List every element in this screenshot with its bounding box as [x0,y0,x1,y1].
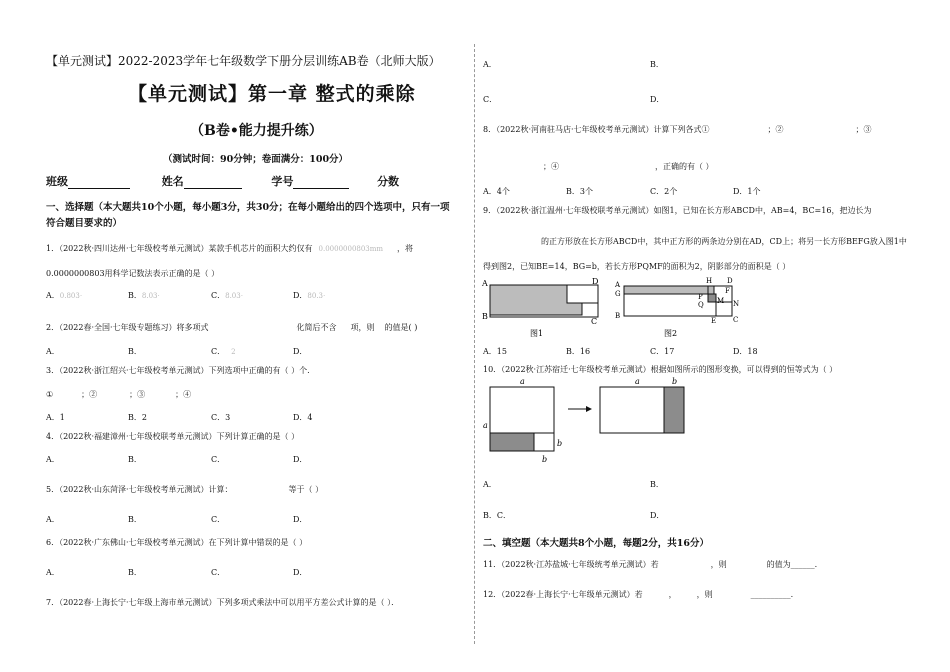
field-name: 姓名 [161,175,184,188]
sub-title: （B卷•能力提升练） [190,123,323,139]
q3-option-b[interactable]: B．2 [128,413,147,422]
fig10-arrow-head [586,406,592,412]
q5-option-d[interactable]: D． [293,515,308,524]
q2-option-b[interactable]: B． [128,347,142,356]
fig1-label-d: D [592,277,599,286]
question-5: 5．（2022秋·山东菏泽·七年级校考单元测试）计算： 等于（ ） [46,485,324,494]
fig2-label-h: H [706,277,713,285]
fig2-label-d: D [727,277,733,285]
fig10-large-square [490,387,554,433]
main-title: 【单元测试】第一章 整式的乘除 [128,83,416,105]
fig2-label-e: E [711,317,717,325]
q3-option-a[interactable]: A．1 [46,413,65,422]
fig10-label-b-right: b [557,439,563,448]
q9-option-a[interactable]: A．15 [483,347,507,356]
question-8-cont: ；④ ，正确的有（ ） [543,162,714,171]
q9-option-b[interactable]: B．16 [566,347,591,356]
q8-option-c[interactable]: C．2个 [650,187,678,196]
q8-option-b[interactable]: B．3个 [566,187,593,196]
q8-option-d[interactable]: D．1个 [733,187,761,196]
q7-option-d[interactable]: D． [650,95,665,104]
fig10-label-a-top: a [520,377,525,386]
question-8: 8．（2022秋·河南驻马店·七年级校考单元测试）计算下列各式① ；② ；③ [483,125,872,134]
field-class: 班级 [46,175,68,188]
q2-option-a[interactable]: A． [46,347,60,356]
q1-option-d[interactable]: D．80.3⋅ [293,291,326,300]
test-meta: （测试时间：90分钟；卷面满分：100分） [163,154,349,165]
q10-option-d[interactable]: D． [650,511,665,520]
question-3: 3．（2022秋·浙江绍兴·七年级校考单元测试）下列选项中正确的有（ ）个. [46,366,310,375]
fig10-label-a-left: a [483,421,488,430]
fig2-rect-pqmf [708,294,716,302]
figure-1 [480,276,600,342]
fig2-label-q: Q [698,301,704,309]
q2-option-c[interactable]: C． 2 [211,347,236,356]
q4-option-d[interactable]: D． [293,455,308,464]
q10-option-a[interactable]: A． [483,480,497,489]
q7-option-c[interactable]: C． [483,95,498,104]
fig2-label-c: C [733,316,739,324]
q5-option-a[interactable]: A． [46,515,60,524]
field-id: 学号 [271,175,294,188]
top-title: 【单元测试】2022-2023学年七年级数学下册分层训练AB卷（北师大版） [46,54,441,68]
fig1-label-a: A [482,279,488,288]
question-9-line3: 得到图2，已知BE=14，BG=b，若长方形PQMF的面积为2，阴影部分的面积是（ ） [483,262,791,271]
info-row [46,173,399,189]
fig10-label-a-result: a [635,377,640,386]
q5-option-b[interactable]: B． [128,515,142,524]
section-choice-cont: 符合题目要求的） [46,218,123,229]
fig1-square [567,285,598,303]
question-6: 6．（2022秋·广东佛山·七年级校考单元测试）在下列计算中错误的是（ ） [46,538,308,547]
q9-option-c[interactable]: C．17 [650,347,675,356]
section-choice: 一、选择题（本大题共10个小题，每小题3分，共30分；在每小题给出的四个选项中，只有一项 [46,202,450,213]
question-3-items: ① ；② ；③ ；④ [46,390,192,399]
fig10-label-b-result: b [672,377,678,386]
fig1-caption: 图1 [530,329,544,338]
fig2-caption: 图2 [664,329,678,338]
question-4: 4．（2022秋·福建漳州·七年级校联考单元测试）下列计算正确的是（ ） [46,432,300,441]
q5-option-c[interactable]: C． [211,515,226,524]
q6-option-a[interactable]: A． [46,568,60,577]
question-1-cont: 0.0000000803用科学记数法表示正确的是（ ） [46,269,220,278]
q8-option-a[interactable]: A．4个 [483,187,510,196]
question-11: 11．（2022秋·江苏盐城·七年级统考单元测试）若 ，则 的值为______. [483,560,818,569]
field-score: 分数 [377,175,400,188]
q4-option-a[interactable]: A． [46,455,60,464]
q4-option-b[interactable]: B． [128,455,142,464]
q6-option-d[interactable]: D． [293,568,308,577]
fig1-label-c: C [591,317,598,326]
q1-option-a[interactable]: A．0.803⋅ [46,291,83,300]
fig1-label-b: B [482,312,488,321]
q3-option-c[interactable]: C．3 [211,413,231,422]
section-fill: 二、填空题（本大题共8个小题，每题2分，共16分） [483,538,709,549]
q10-option-c[interactable]: B．C． [483,511,511,520]
q1-option-b[interactable]: B．8.03⋅ [128,291,160,300]
fig10-shaded-piece [490,433,534,451]
fig2-label-a: A [615,281,621,289]
figure-2 [612,274,742,342]
q7-option-a[interactable]: A． [483,60,497,69]
fig2-label-n: N [733,300,740,308]
q7-option-b[interactable]: B． [650,60,664,69]
q6-option-c[interactable]: C． [211,568,226,577]
question-10: 10．（2022秋·江苏宿迁·七年级校考单元测试）根据如图所示的图形变换，可以得到的恒等式为（ ） [483,365,838,374]
question-7: 7．（2022春·上海长宁·七年级上海市单元测试）下列多项式乘法中可以用平方差公式计算的是（ ）． [46,598,400,607]
fig2-label-m: M [717,297,725,305]
fig10-cut-square [534,433,554,451]
q2-option-d[interactable]: D． [293,347,308,356]
column-divider [474,44,475,644]
question-9-line2: 的正方形放在长方形ABCD中，其中正方形的两条边分别在AD，CD上；将另一长方形BEFG放入图1中 [541,237,907,246]
question-9: 9．（2022秋·浙江温州·七年级校联考单元测试）如图1，已知在长方形ABCD中，AB=4，BC=16，把边长为 [483,206,872,215]
q10-option-b[interactable]: B． [650,480,664,489]
q9-option-d[interactable]: D．18 [733,347,758,356]
fig2-label-p: P [698,293,703,301]
fig10-result-shaded [664,387,684,433]
q3-option-d[interactable]: D．4 [293,413,313,422]
fig2-label-g: G [615,290,621,298]
question-12: 12．（2022春·上海长宁·七年级单元测试）若 ， ，则 __________. [483,590,794,599]
question-1: 1．（2022秋·四川达州·七年级校考单元测试）某款手机芯片的面积大约仅有 0.0000000803mm ，将 [46,244,414,253]
fig10-label-b-bottom: b [542,455,548,464]
question-2: 2．（2022春·全国·七年级专题练习）将多项式 化简后不含 项，则 的值是( ) [46,323,418,332]
q4-option-c[interactable]: C． [211,455,226,464]
fig2-label-f: F [725,287,730,295]
figure-10 [480,376,690,464]
q6-option-b[interactable]: B． [128,568,142,577]
fig2-label-b: B [615,312,621,320]
q1-option-c[interactable]: C．8.03⋅ [211,291,244,300]
